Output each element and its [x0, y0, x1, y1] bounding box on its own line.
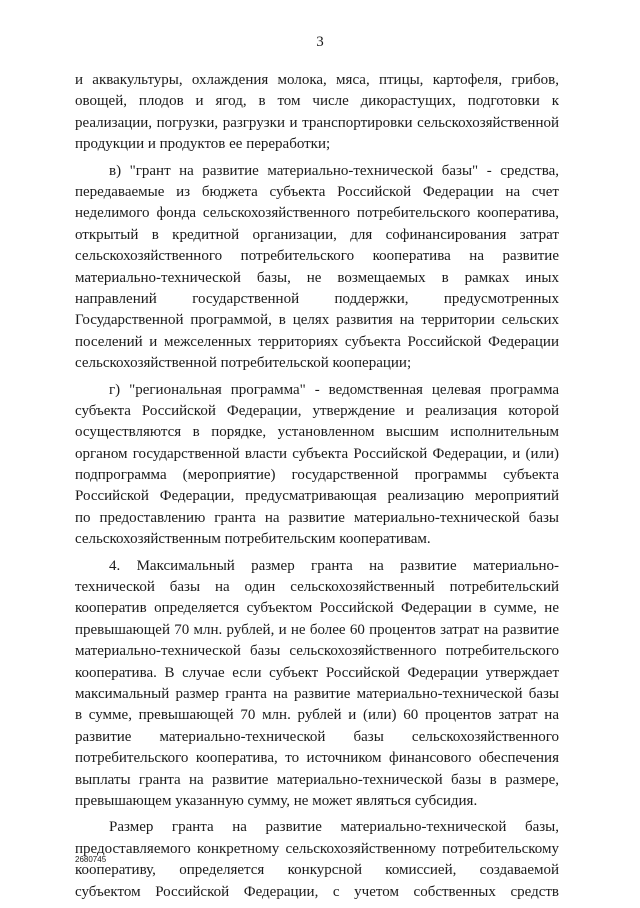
paragraph-grant-size [75, 817, 559, 903]
text-line: развитие материально-технической базы сельскохозяйственного [75, 728, 559, 745]
text-line: сельскохозяйственного потребительского кооператива на развитие [75, 248, 559, 265]
text-line: Государственной программой, в целях развития на территории сельских [75, 312, 559, 329]
text-line: в сумме, превышающей 70 млн. рублей и (или) 60 процентов затрат на [75, 707, 559, 724]
text-line: кооператива. В случае если субъект Российской Федерации утверждает [75, 664, 559, 681]
text-line: превышающей 70 млн. рублей, и не более 60 процентов затрат на развитие [75, 621, 559, 638]
text-line: материально-технической базы сельскохозяйственного потребительского [75, 643, 559, 660]
text-line: субъекта Российской Федерации, утверждение и реализация которой [75, 402, 559, 419]
text-line: реализации, погрузки, разгрузки и транспортировки сельскохозяйственной [75, 114, 559, 131]
text-line: 4. Максимальный размер гранта на развитие материально- [109, 557, 559, 574]
text-line: подпрограмма (мероприятие) государственной программы субъекта [75, 467, 559, 484]
text-line: сельскохозяйственным потребительским кооперативам. [75, 531, 431, 548]
text-line: предоставляемого конкретному сельскохозяйственному потребительскому [75, 840, 559, 857]
text-line: осуществляются в порядке, установленном высшим исполнительным [75, 424, 559, 441]
text-line: кооператив определяется субъектом Российской Федерации в сумме, не [75, 600, 559, 617]
document-code: 2680745 [75, 855, 107, 864]
document-body [75, 70, 559, 908]
text-line: направлений государственной поддержки, предусмотренных [75, 290, 559, 307]
text-line: кооперативу, определяется конкурсной комиссией, создаваемой [75, 862, 559, 879]
text-line: г) "региональная программа" - ведомственная целевая программа [109, 381, 559, 398]
text-line: субъектом Российской Федерации, с учетом собственных средств [75, 883, 559, 900]
text-line: потребительского кооператива, то источником финансового обеспечения [75, 750, 559, 767]
text-line: Размер гранта на развитие материально-технической базы, [109, 819, 559, 836]
page-number: 3 [316, 34, 324, 50]
text-line: поселений и межселенных территориях субъекта Российской Федерации [75, 333, 559, 350]
text-line: овощей, плодов и ягод, в том числе дикорастущих, подготовки к [75, 93, 559, 110]
text-line: превышающем указанную сумму, не может являться субсидия. [75, 792, 478, 809]
paragraph-item-v [75, 161, 559, 375]
paragraph-item-g [75, 380, 559, 551]
text-line: продукции и продуктов ее переработки; [75, 136, 331, 153]
text-line: и аквакультуры, охлаждения молока, мяса, птицы, картофеля, грибов, [75, 72, 559, 88]
text-line: открытый в кредитной организации, для софинансирования затрат [75, 226, 559, 243]
paragraph-continuation [75, 70, 559, 156]
text-line: Российской Федерации, предусматривающая реализацию мероприятий [75, 488, 559, 505]
text-line: неделимого фонда сельскохозяйственного потребительского кооператива, [75, 205, 559, 222]
paragraph-clause-4 [75, 556, 559, 813]
text-line: в) "грант на развитие материально-технической базы" - средства, [109, 162, 559, 179]
text-line: выплаты гранта на развитие материально-технической базы в размере, [75, 771, 559, 788]
text-line: сельскохозяйственной потребительской кооперации; [75, 355, 412, 372]
text-line: максимальный размер гранта на развитие материально-технической базы [75, 685, 559, 702]
text-line: по предоставлению гранта на развитие материально-технической базы [75, 509, 559, 526]
text-line: технической базы на один сельскохозяйственный потребительский [75, 579, 559, 596]
text-line: передаваемые из бюджета субъекта Российской Федерации на счет [75, 183, 559, 200]
text-line: материально-технической базы, не возмещаемых в рамках иных [75, 269, 559, 286]
text-line: органом государственной власти субъекта Российской Федерации, и (или) [75, 445, 559, 462]
